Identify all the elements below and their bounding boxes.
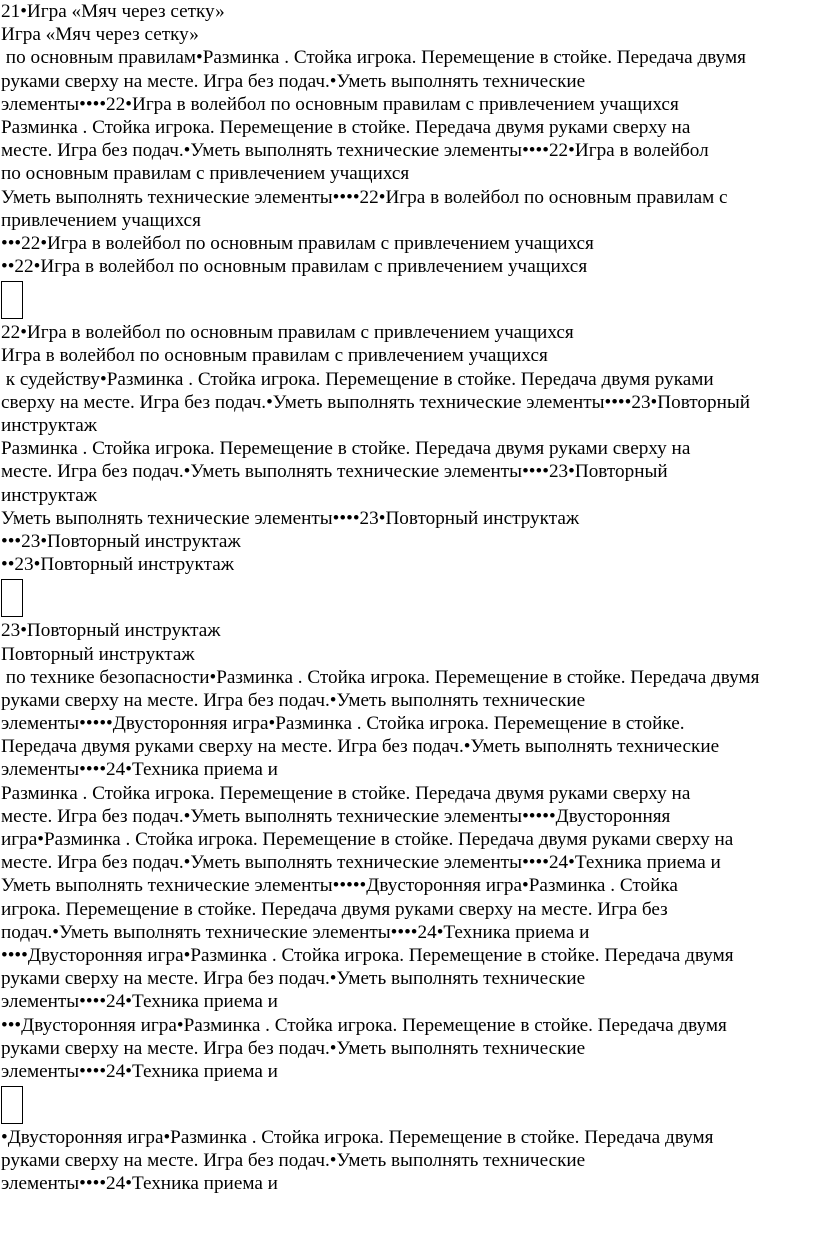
text-line: 21•Игра «Мяч через сетку» [1, 1, 225, 22]
text-line: игра•Разминка . Стойка игрока. Перемещение в стойке. Передача двумя руками сверху на [1, 829, 734, 850]
text-line: элементы•••••Двусторонняя игра•Разминка . Стойка игрока. Перемещение в стойке. [1, 713, 685, 735]
text-line: подач.•Уметь выполнять технические элементы••••24•Техника приема и [1, 921, 590, 943]
text-line: игрока. Перемещение в стойке. Передача двумя руками сверху на месте. Игра без [1, 898, 668, 920]
text-line: •••Двусторонняя игра•Разминка . Стойка игрока. Перемещение в стойке. Передача двумя [1, 1014, 727, 1036]
text-line: руками сверху на месте. Игра без подач.•Уметь выполнять технические [1, 689, 586, 711]
text-line: инструктаж [1, 415, 98, 436]
text-line: элементы••••22•Игра в волейбол по основным правилам с привлечением учащихся [1, 93, 679, 115]
text-line: Разминка . Стойка игрока. Перемещение в стойке. Передача двумя руками сверху на [1, 782, 691, 804]
text-line: руками сверху на месте. Игра без подач.•Уметь выполнять технические [1, 70, 586, 92]
empty-cell-box [1, 1086, 23, 1124]
text-line: Разминка . Стойка игрока. Перемещение в стойке. Передача двумя руками сверху на [1, 438, 691, 460]
text-line: ••22•Игра в волейбол по основным правилам с привлечением учащихся [1, 256, 588, 278]
text-block-1 [1, 0, 816, 278]
text-line: к судейству•Разминка . Стойка игрока. Перемещение в стойке. Передача двумя руками [1, 368, 714, 390]
text-line: 23•Повторный инструктаж [1, 620, 221, 642]
text-line: Уметь выполнять технические элементы••••23•Повторный инструктаж [1, 507, 580, 529]
text-line: сверху на месте. Игра без подач.•Уметь выполнять технические элементы••••23•Повторный [1, 391, 751, 413]
text-line: Повторный инструктаж [1, 643, 195, 665]
text-line: по основным правилам с привлечением учащихся [1, 163, 410, 185]
text-line: руками сверху на месте. Игра без подач.•Уметь выполнять технические [1, 968, 586, 990]
text-line: руками сверху на месте. Игра без подач.•Уметь выполнять технические [1, 1037, 586, 1059]
text-line: элементы••••24•Техника приема и [1, 759, 278, 781]
empty-cell-box [1, 579, 23, 617]
text-line: •••23•Повторный инструктаж [1, 530, 241, 552]
text-line: элементы••••24•Техника приема и [1, 1173, 278, 1195]
text-line: элементы••••24•Техника приема и [1, 1060, 278, 1082]
text-line: по технике безопасности•Разминка . Стойка игрока. Перемещение в стойке. Передача двумя [1, 666, 760, 688]
text-line: привлечением учащихся [1, 209, 201, 231]
text-line: Разминка . Стойка игрока. Перемещение в стойке. Передача двумя руками сверху на [1, 116, 691, 138]
text-line: ••23•Повторный инструктаж [1, 554, 234, 576]
text-block-3 [1, 619, 816, 1083]
text-line: месте. Игра без подач.•Уметь выполнять технические элементы••••22•Игра в волейбол [1, 140, 709, 162]
text-line: 22•Игра в волейбол по основным правилам с привлечением учащихся [1, 322, 574, 344]
text-line: •••22•Игра в волейбол по основным правилам с привлечением учащихся [1, 232, 594, 254]
empty-cell-box [1, 281, 23, 319]
text-line: элементы••••24•Техника приема и [1, 991, 278, 1013]
text-line: месте. Игра без подач.•Уметь выполнять технические элементы•••••Двусторонняя [1, 805, 671, 827]
text-block-2 [1, 321, 816, 576]
text-block-4 [1, 1126, 816, 1196]
text-line: ••••Двусторонняя игра•Разминка . Стойка игрока. Перемещение в стойке. Передача двумя [1, 944, 734, 966]
text-line: по основным правилам•Разминка . Стойка игрока. Перемещение в стойке. Передача двумя [1, 47, 746, 69]
text-line: месте. Игра без подач.•Уметь выполнять технические элементы••••24•Техника приема и [1, 852, 721, 874]
text-line: руками сверху на месте. Игра без подач.•Уметь выполнять технические [1, 1150, 586, 1172]
text-line: Уметь выполнять технические элементы••••22•Игра в волейбол по основным правилам с [1, 186, 728, 208]
text-line: Передача двумя руками сверху на месте. Игра без подач.•Уметь выполнять технические [1, 736, 720, 758]
text-line: инструктаж [1, 484, 98, 506]
text-line: Игра в волейбол по основным правилам с привлечением учащихся [1, 345, 548, 367]
text-line: •Двусторонняя игра•Разминка . Стойка игрока. Перемещение в стойке. Передача двумя [1, 1127, 714, 1149]
text-line: месте. Игра без подач.•Уметь выполнять технические элементы••••23•Повторный [1, 461, 668, 483]
text-line: Уметь выполнять технические элементы•••••Двусторонняя игра•Разминка . Стойка [1, 875, 678, 897]
text-line: Игра «Мяч через сетку» [1, 24, 199, 46]
